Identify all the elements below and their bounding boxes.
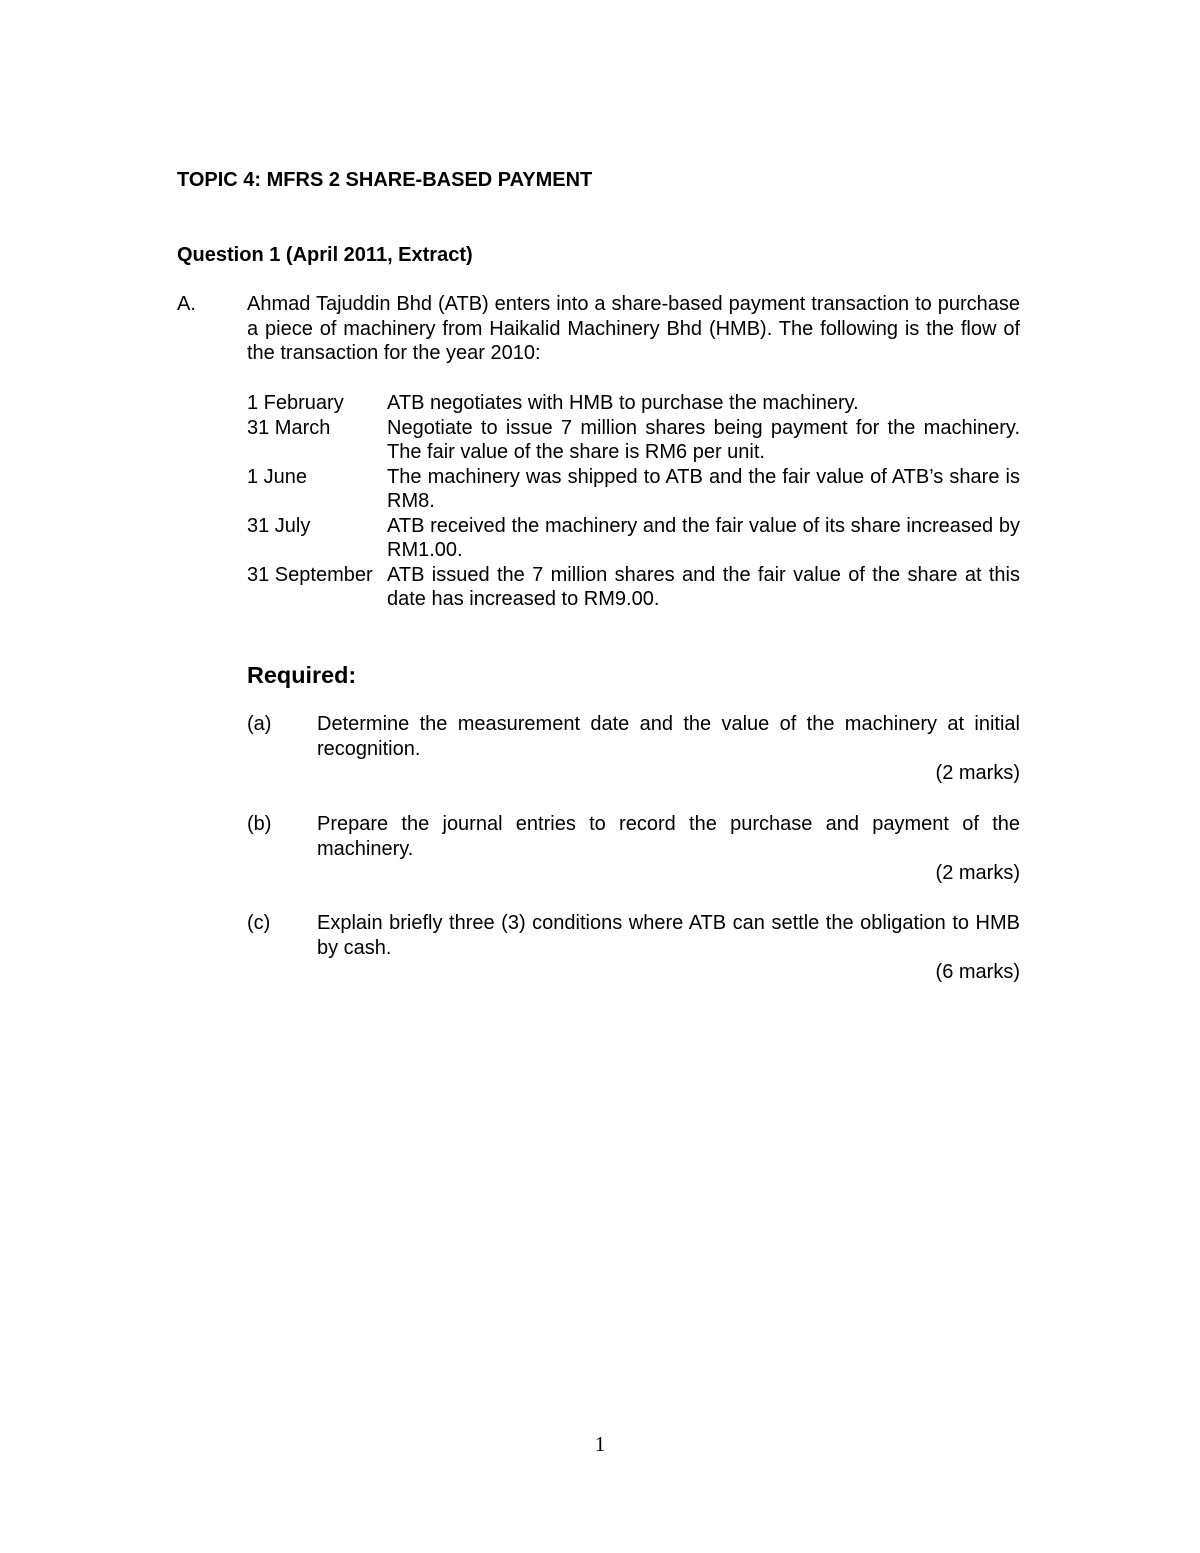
question-title: Question 1 (April 2011, Extract) <box>177 244 473 266</box>
timeline-event: The machinery was shipped to ATB and the fair value of ATB’s share is RM8. <box>387 465 1020 512</box>
requirement-label: (b) <box>247 813 272 835</box>
required-heading: Required: <box>247 662 357 688</box>
timeline-date: 31 September <box>247 563 373 586</box>
timeline-row <box>247 391 1020 416</box>
requirement-text: Determine the measurement date and the value of the machinery at initial recognition. <box>317 713 1020 760</box>
requirement-text: Explain briefly three (3) conditions where ATB can settle the obligation to HMB by cash. <box>317 912 1020 959</box>
timeline-event: Negotiate to issue 7 million shares being payment for the machinery. The fair value of the share is RM6 per unit. <box>387 416 1020 463</box>
timeline-event: ATB issued the 7 million shares and the fair value of the share at this date has increased to RM9.00. <box>387 563 1020 610</box>
timeline-event: ATB received the machinery and the fair value of its share increased by RM1.00. <box>387 514 1020 561</box>
timeline-row <box>247 563 1020 612</box>
section-label: A. <box>177 293 196 315</box>
timeline-event: ATB negotiates with HMB to purchase the machinery. <box>387 392 859 414</box>
requirement-a <box>247 712 1020 786</box>
timeline-date: 31 March <box>247 416 331 439</box>
requirement-marks: (2 marks) <box>935 762 1020 784</box>
page-number: 1 <box>594 1432 606 1456</box>
requirement-b <box>247 812 1020 886</box>
requirement-label: (a) <box>247 713 272 735</box>
topic-title: TOPIC 4: MFRS 2 SHARE-BASED PAYMENT <box>177 169 593 191</box>
timeline-row <box>247 514 1020 563</box>
timeline-date: 1 February <box>247 392 344 414</box>
section-intro: Ahmad Tajuddin Bhd (ATB) enters into a share-based payment transaction to purchase a piece of machinery from Haikalid Machinery Bhd (HMB). The following is the flow of the transaction for the year 2010: <box>247 293 1020 364</box>
requirement-c <box>247 911 1020 985</box>
timeline-date: 31 July <box>247 514 311 537</box>
timeline-date: 1 June <box>247 465 308 488</box>
requirement-marks: (6 marks) <box>935 961 1020 983</box>
requirement-marks: (2 marks) <box>935 862 1020 884</box>
timeline-row <box>247 465 1020 514</box>
transaction-timeline <box>247 391 1020 612</box>
requirement-label: (c) <box>247 912 271 934</box>
timeline-row <box>247 416 1020 465</box>
requirement-text: Prepare the journal entries to record the purchase and payment of the machinery. <box>317 813 1020 860</box>
